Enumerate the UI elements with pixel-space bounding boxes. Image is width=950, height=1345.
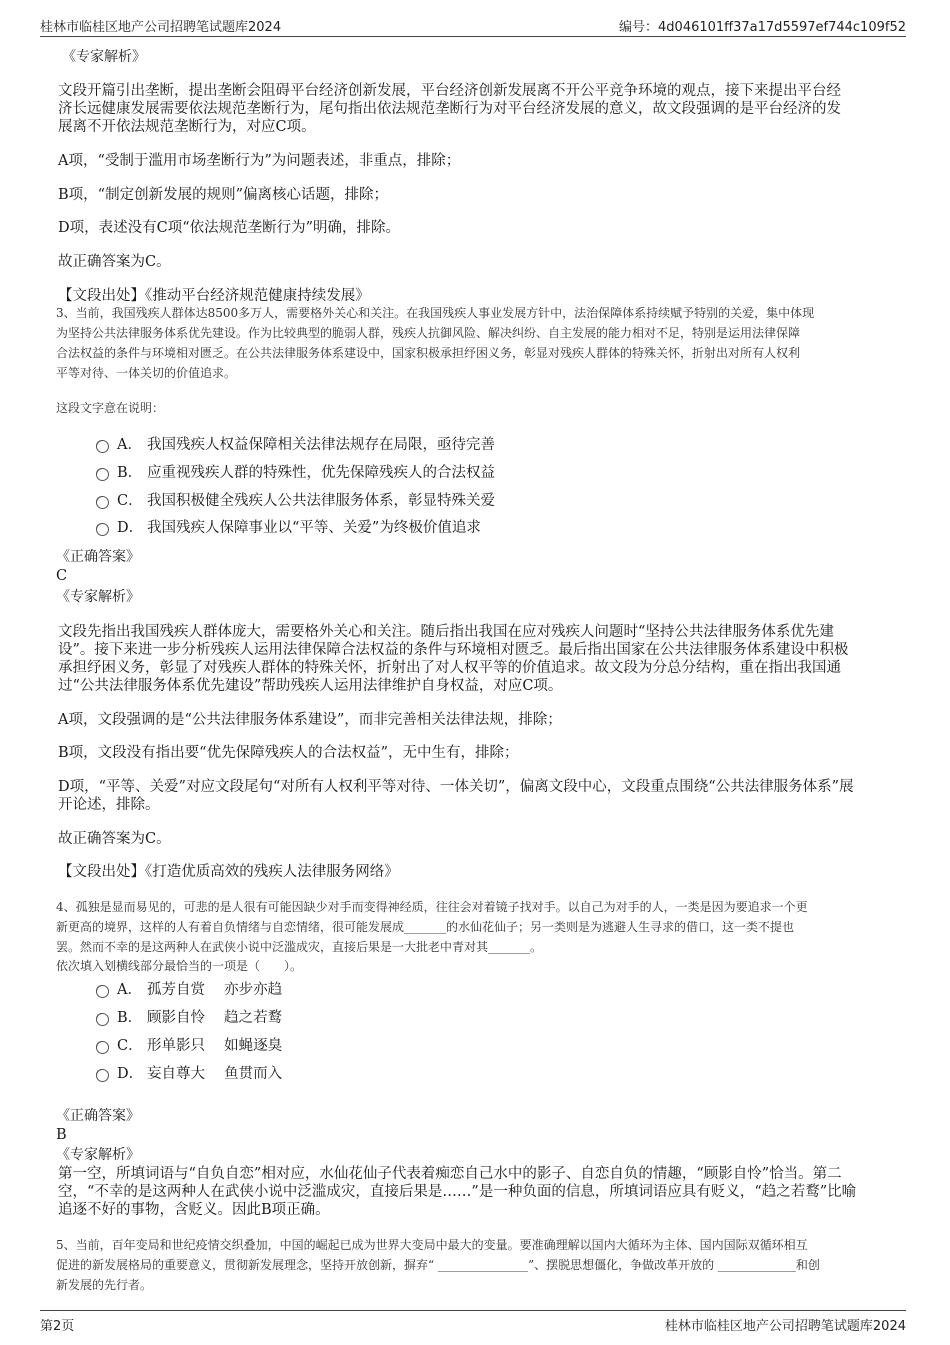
q3-analysis-line: 文段先指出我国残疾人群体庞大，需要格外关心和关注。随后指出我国在应对残疾人问题时“坚持公共法律服务体系优先建 xyxy=(58,624,834,640)
q2-source: 【文段出处】《推动平台经济规范健康持续发展》 xyxy=(58,288,370,304)
q3-stem-line: 平等对待、一体关切的价值追求。 xyxy=(56,366,237,380)
q4-stem-line: 4、孤独是显而易见的，可悲的是人很有可能因缺少对手而变得神经质，往往会对着镜子找对手。以自己为对手的人，一类是因为要追求一个更 xyxy=(56,900,808,914)
q3-option-a[interactable]: A． 我国残疾人权益保障相关法律法规存在局限，亟待完善 xyxy=(96,436,495,454)
q3-prompt: 这段文字意在说明： xyxy=(56,401,165,415)
q3-answer-label: 《正确答案》 xyxy=(56,549,140,565)
q3-analysis-label: 《专家解析》 xyxy=(56,589,140,605)
radio-icon[interactable] xyxy=(96,440,109,453)
q3-answer: C xyxy=(56,568,68,584)
q5-stem-line: 新发展的先行者。 xyxy=(56,1278,153,1292)
q3-option-d[interactable]: D． 我国残疾人保障事业以“平等、关爱”为终极价值追求 xyxy=(96,519,481,537)
q3-stem-line: 3、当前，我国残疾人群体达8500多万人，需要格外关心和关注。在我国残疾人事业发展方针中，法治保障体系持续赋予特别的关爱，集中体现 xyxy=(56,306,815,320)
q3-analysis-line: 过“公共法律服务体系优先建设”帮助残疾人运用法律维护自身权益，对应C项。 xyxy=(58,678,563,694)
page-footer xyxy=(40,1310,906,1333)
q2-analysis-line: 济长远健康发展需要依法规范垄断行为，尾句指出依法规范垄断行为对平台经济发展的意义，故文段强调的是平台经济的发 xyxy=(58,101,841,117)
q4-stem-line: 罢。然而不幸的是这两种人在武侠小说中泛滥成灾，直接后果是一大批老中青对其_______。 xyxy=(56,940,543,954)
q2-conclusion: 故正确答案为C。 xyxy=(58,254,171,270)
header-title: 桂林市临桂区地产公司招聘笔试题库2024 xyxy=(40,20,282,35)
q4-answer-label: 《正确答案》 xyxy=(56,1108,140,1124)
q3-option-b[interactable]: B． 应重视残疾人群的特殊性，优先保障残疾人的合法权益 xyxy=(96,464,495,482)
q3-stem-line: 为坚持公共法律服务体系优先建设。作为比较典型的脆弱人群，残疾人抗御风险、解决纠纷、自主发展的能力相对不足，特别是运用法律保障 xyxy=(56,326,801,340)
radio-icon[interactable] xyxy=(96,468,109,481)
q3-analysis-line: 承担纾困义务，彰显了对残疾人群体的特殊关怀，折射出了对人权平等的价值追求。故文段为分总分结构，重在指出我国通 xyxy=(58,660,841,676)
q3-conclusion: 故正确答案为C。 xyxy=(58,831,171,847)
q2-analysis-line: 展离不开依法规范垄断行为，对应C项。 xyxy=(58,119,316,135)
radio-icon[interactable] xyxy=(96,1041,109,1054)
page-number: 第2页 xyxy=(40,1319,75,1334)
radio-icon[interactable] xyxy=(96,1069,109,1082)
q4-prompt: 依次填入划横线部分最恰当的一项是（ ）。 xyxy=(56,959,303,973)
q4-analysis-line: 空，“不幸的是这两种人在武侠小说中泛滥成灾，直接后果是……”是一种负面的信息，所填词语应具有贬义，“趋之若鹜”比喻 xyxy=(58,1184,857,1200)
footer-title: 桂林市临桂区地产公司招聘笔试题库2024 xyxy=(664,1319,906,1334)
q3-stem-line: 合法权益的条件与环境相对匮乏。在公共法律服务体系建设中，国家积极承担纾困义务，彰显对残疾人群体的特殊关怀，折射出对所有人权利 xyxy=(56,346,801,360)
q3-option-c[interactable]: C． 我国积极健全残疾人公共法律服务体系，彰显特殊关爱 xyxy=(96,492,495,510)
q4-stem-line: 新更高的境界，这样的人有着自负情绪与自恋情绪，很可能发展成_______的水仙花仙子；另一类则是为逃避人生寻求的借口，这一类不提也 xyxy=(56,920,795,934)
radio-icon[interactable] xyxy=(96,496,109,509)
document-id: 编号：4d046101ff37a17d5597ef744c109f52 xyxy=(619,20,906,35)
radio-icon[interactable] xyxy=(96,985,109,998)
radio-icon[interactable] xyxy=(96,523,109,536)
q4-option-d[interactable]: D． 妄自尊大 鱼贯而入 xyxy=(96,1065,282,1083)
q4-answer: B xyxy=(56,1127,67,1143)
q5-stem-line: 促进的新发展格局的重要意义，贯彻新发展理念，坚持开放创新，摒弃“ _______________”、摆脱思想僵化，争做改革开放的 _____________和创 xyxy=(56,1258,820,1272)
q2-option-a-note: A项，“受制于滥用市场垄断行为”为问题表述，非重点，排除； xyxy=(58,153,461,169)
q3-option-b-note: B项，文段没有指出要“优先保障残疾人的合法权益”，无中生有，排除； xyxy=(58,745,519,761)
q4-option-a[interactable]: A． 孤芳自赏 亦步亦趋 xyxy=(96,981,282,999)
q2-option-b-note: B项，“制定创新发展的规则”偏离核心话题，排除； xyxy=(58,187,388,203)
q3-option-d-note: D项，“平等、关爱”对应文段尾句“对所有人权利平等对待、一体关切”，偏离文段中心，文段重点围绕“公共法律服务体系”展 xyxy=(58,779,854,795)
q4-option-b[interactable]: B． 顾影自怜 趋之若鹜 xyxy=(96,1009,282,1027)
q4-option-c[interactable]: C． 形单影只 如蝇逐臭 xyxy=(96,1037,282,1055)
page-header xyxy=(40,14,906,37)
q4-analysis-line: 第一空，所填词语与“自负自恋”相对应，水仙花仙子代表着痴恋自己水中的影子、自恋自负的情趣，“顾影自怜”恰当。第二 xyxy=(58,1166,842,1182)
q2-analysis-label: 《专家解析》 xyxy=(62,49,146,65)
q4-analysis-label: 《专家解析》 xyxy=(56,1147,140,1163)
q3-option-d-note: 开论述，排除。 xyxy=(58,797,160,813)
radio-icon[interactable] xyxy=(96,1013,109,1026)
q3-analysis-line: 设”。接下来进一步分析残疾人运用法律保障合法权益的条件与环境相对匮乏。最后指出国家在公共法律服务体系建设中积极 xyxy=(58,642,849,658)
q3-source: 【文段出处】《打造优质高效的残疾人法律服务网络》 xyxy=(58,864,399,880)
q5-stem-line: 5、当前，百年变局和世纪疫情交织叠加，中国的崛起已成为世界大变局中最大的变量。要准确理解以国内大循环为主体、国内国际双循环相互 xyxy=(56,1238,808,1252)
q2-analysis-line: 文段开篇引出垄断，提出垄断会阻碍平台经济创新发展，平台经济创新发展离不开公平竞争环境的观点，接下来提出平台经 xyxy=(58,83,841,99)
q4-analysis-line: 追逐不好的事物，含贬义。因此B项正确。 xyxy=(58,1202,330,1218)
q3-option-a-note: A项，文段强调的是“公共法律服务体系建设”，而非完善相关法律法规，排除； xyxy=(58,712,562,728)
q2-option-d-note: D项，表述没有C项“依法规范垄断行为”明确，排除。 xyxy=(58,220,401,236)
